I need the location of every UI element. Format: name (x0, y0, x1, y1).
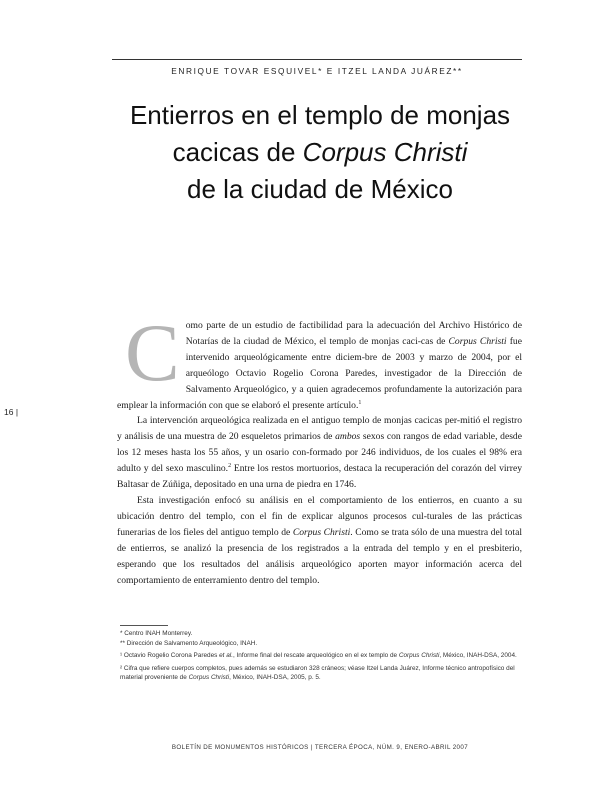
paragraph-3 (117, 493, 522, 588)
title-line-2 (100, 134, 540, 171)
drop-cap: C (125, 307, 180, 398)
paragraph-3-italic: Corpus Christi (292, 526, 351, 538)
footnote-author-1: * Centro INAH Monterrey. (120, 630, 193, 637)
paragraph-2-italic: ambos (335, 431, 361, 443)
footnote-1-italic-2: Corpus Christi (398, 652, 440, 660)
paragraph-2 (117, 413, 522, 493)
footnote-1-italic: et al. (219, 652, 233, 660)
title-line-3: de la ciudad de México (187, 174, 453, 204)
paragraph-2-text-b: sexos con rangos de edad variable, desde los 12 meses hasta los 55 años, y un osario con-formado por 246 individuos, de los cuales el 98% era adulto y del sexo masculino. (117, 431, 522, 475)
footnote-1 (120, 651, 522, 661)
footnote-ref-1[interactable]: 1 (358, 399, 362, 406)
paragraph-2-text-a: La intervención arqueológica realizada en el antiguo templo de monjas cacicas per-mitió el registro y análisis de una muestra de 20 esqueletos primarios de (117, 415, 522, 443)
title-line-2-italic: Corpus Christi (302, 137, 468, 167)
title-line-2-text: cacicas de (172, 137, 303, 167)
article-authors: ENRIQUE TOVAR ESQUIVEL* E ITZEL LANDA JUÁREZ** (171, 66, 463, 76)
footnote-rule (120, 625, 168, 626)
footnote-1-text-c: , México, INAH-DSA, 2004. (439, 652, 517, 660)
footnote-ref-2[interactable]: 2 (228, 462, 232, 469)
footnote-1-text-a: ¹ Octavio Rogelio Corona Paredes (120, 652, 220, 660)
paragraph-2-text-c: Entre los restos mortuorios, destaca la recuperación del corazón del virrey Baltasar de Zúñiga, depositado en una urna de piedra en 1746. (117, 463, 522, 491)
paragraph-3-text-b: . Como se trata sólo de una muestra del total de entierros, se analizó la presencia de los registrados a la entrada del templo y en el presbiterio, esperando que los resultados del análisis arqueológico aporten mayor información acerca del comportamiento de enterramiento dentro del templo. (117, 526, 522, 586)
footnote-2 (120, 664, 522, 683)
page-number: 16 | (4, 407, 19, 417)
article-title (100, 97, 540, 208)
header-rule (112, 59, 522, 60)
running-footer: BOLETÍN DE MONUMENTOS HISTÓRICOS | TERCERA ÉPOCA, NÚM. 9, ENERO-ABRIL 2007 (171, 744, 469, 751)
paragraph-1-text-a: omo parte de un estudio de factibilidad para la adecuación del Archivo Histórico de Notarías de la ciudad de México, el templo de monjas caci-cas de (185, 320, 522, 347)
paragraph-1-text-b: fue intervenido arqueológicamente entre diciem-bre de 2003 y marzo de 2004, por el arqueólogo Octavio Rogelio Corona Paredes, investigador de la Dirección de Salvamento Arqueológico, y a quien agradecemos profundamente la autorización para emplear la información con que se elaboró el presente artículo. (117, 335, 522, 411)
paragraph-3-text-a: Esta investigación enfocó su análisis en el comportamiento de los entierros, en cuanto a su ubicación dentro del templo, con el fin de explicar algunos procesos cul-turales de las prácticas funerarias de los fieles del antiguo templo de (117, 494, 522, 538)
footnote-1-text-b: , Informe final del rescate arqueológico en el ex templo de (232, 652, 399, 660)
footnote-author-2: ** Dirección de Salvamento Arqueológico, INAH. (120, 639, 258, 647)
footnote-2-text-b: , México, INAH-DSA, 2005, p. 5. (229, 674, 321, 682)
paragraph-1 (117, 307, 522, 413)
article-body (117, 307, 522, 588)
title-line-1: Entierros en el templo de monjas (129, 100, 511, 130)
paragraph-1-italic: Corpus Christi (448, 335, 507, 347)
footnote-2-text-a: ² Cifra que refiere cuerpos completos, pues además se estudiaron 328 cráneos; véase Itzel Landa Juárez, Informe técnico antropofísico del material proveniente de (120, 664, 515, 682)
footnotes (120, 629, 522, 683)
footnote-2-italic: Corpus Christi (188, 674, 230, 682)
